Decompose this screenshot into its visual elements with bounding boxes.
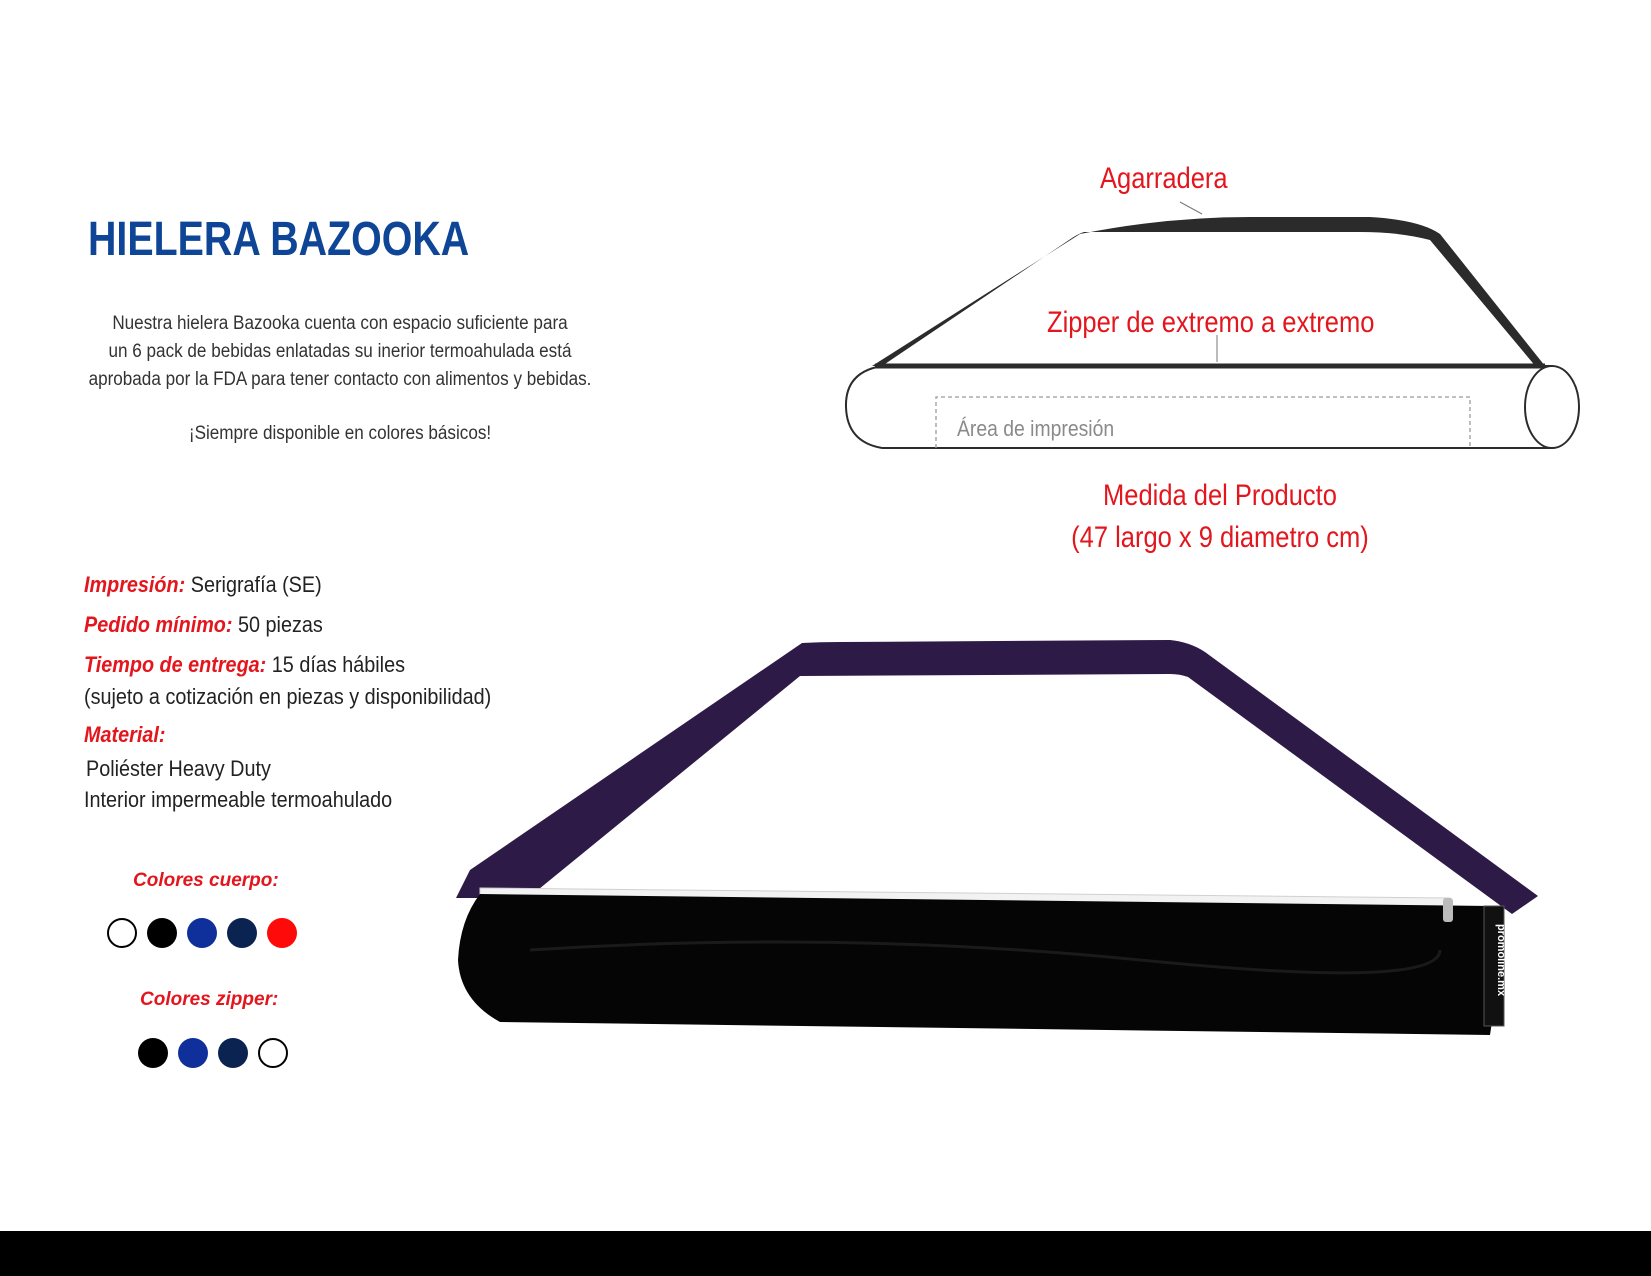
spec-tiempo-entrega (84, 652, 405, 678)
spec-label: Impresión: (84, 572, 186, 597)
bag-body (458, 894, 1496, 1035)
handle-leader-line (1180, 202, 1202, 214)
measure-title: Medida del Producto (1103, 479, 1337, 512)
body-color-swatches (107, 918, 297, 948)
zipper-color-swatches (138, 1038, 288, 1068)
zipper-color-swatch (258, 1038, 288, 1068)
zipper-color-swatch (178, 1038, 208, 1068)
zipper-label: Zipper de extremo a extremo (1047, 306, 1375, 339)
product-description (88, 310, 592, 448)
spec-value: 15 días hábiles (271, 652, 405, 677)
spec-value: 50 piezas (238, 612, 323, 637)
spec-impresion (84, 572, 322, 598)
body-color-swatch (147, 918, 177, 948)
availability-note: ¡Siempre disponible en colores básicos! (188, 423, 492, 444)
spec-pedido-minimo (84, 612, 323, 638)
body-color-swatch (267, 918, 297, 948)
spec-label: Tiempo de entrega: (84, 652, 267, 677)
product-measure (1033, 475, 1407, 559)
description-line: un 6 pack de bebidas enlatadas su inerior termoahulada está (108, 341, 572, 362)
body-color-swatch (187, 918, 217, 948)
brand-tag-text: promoline.mx (1495, 923, 1507, 997)
spec-label: Pedido mínimo: (84, 612, 233, 637)
spec-material-line: Interior impermeable termoahulado (84, 787, 393, 812)
zipper-color-swatch (138, 1038, 168, 1068)
zipper-colors-label: Colores zipper: (140, 989, 279, 1010)
spec-label: Material: (84, 722, 166, 747)
bag-strap (456, 640, 1538, 914)
print-area-label: Área de impresión (957, 416, 1115, 441)
spec-tiempo-note: (sujeto a cotización en piezas y disponibilidad) (84, 684, 492, 709)
spec-material (84, 722, 165, 748)
body-color-swatch (107, 918, 137, 948)
cylinder-end-cap (1525, 366, 1579, 448)
body-color-swatch (227, 918, 257, 948)
product-title: HIELERA BAZOOKA (88, 213, 470, 266)
description-line: Nuestra hielera Bazooka cuenta con espacio suficiente para (112, 313, 568, 334)
handle-label: Agarradera (1100, 162, 1228, 195)
description-line: aprobada por la FDA para tener contacto con alimentos y bebidas. (88, 369, 592, 390)
body-colors-label: Colores cuerpo: (133, 870, 279, 891)
spec-material-line: Poliéster Heavy Duty (86, 756, 271, 781)
product-photo (440, 630, 1560, 1050)
footer-bar (0, 1231, 1651, 1276)
handle-strap (872, 217, 1545, 368)
cylinder-outline (846, 366, 1552, 448)
measure-value: (47 largo x 9 diametro cm) (1071, 521, 1369, 554)
zipper-pull (1443, 898, 1453, 922)
zipper-color-swatch (218, 1038, 248, 1068)
spec-value: Serigrafía (SE) (190, 572, 322, 597)
